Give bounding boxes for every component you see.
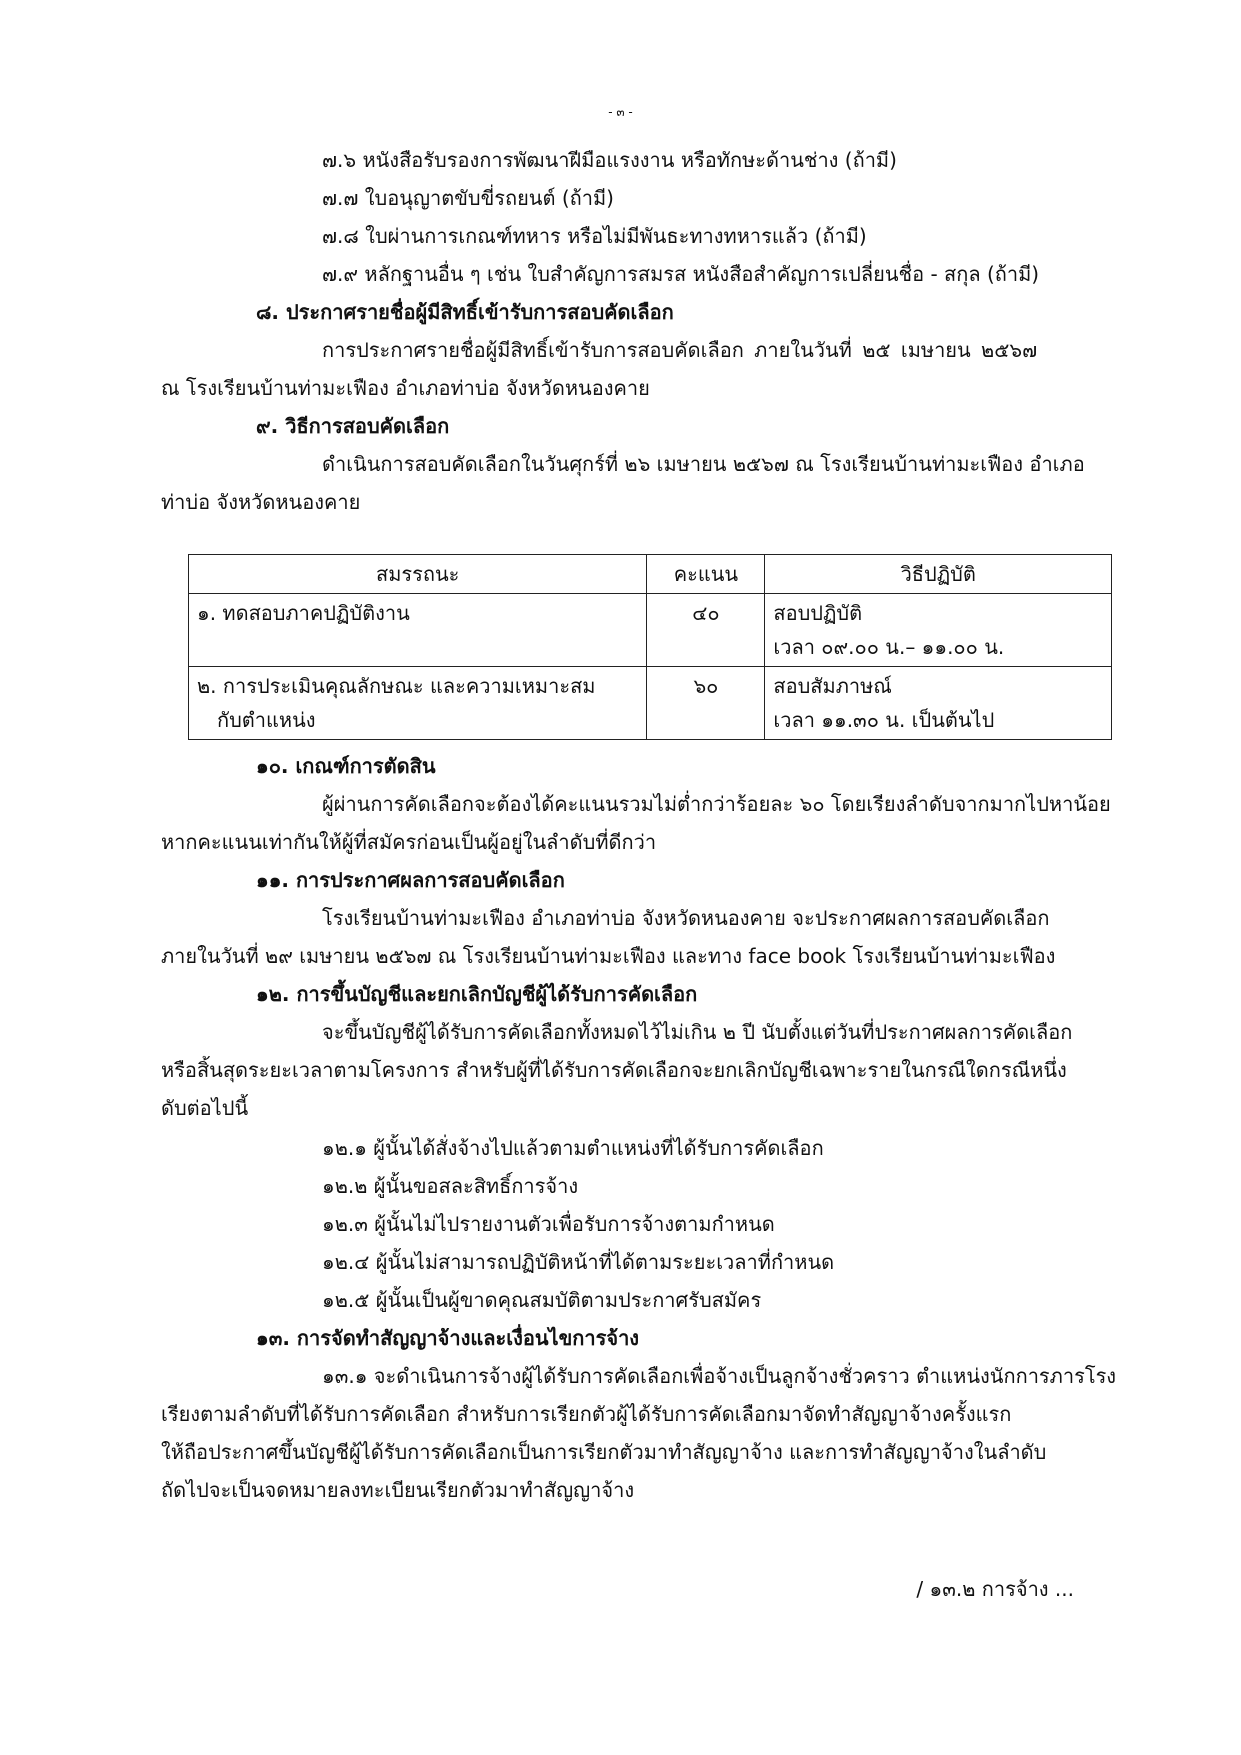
section-11-line-1: โรงเรียนบ้านท่ามะเฟือง อำเภอท่าบ่อ จังหวัดหนองคาย จะประกาศผลการสอบคัดเลือก bbox=[322, 906, 1050, 930]
item-12-3: ๑๒.๓ ผู้นั้นไม่ไปรายงานตัวเพื่อรับการจ้างตามกำหนด bbox=[322, 1212, 775, 1236]
score-cell: ๖๐ bbox=[647, 667, 765, 740]
item-12-4: ๑๒.๔ ผู้นั้นไม่สามารถปฏิบัติหน้าที่ได้ตามระยะเวลาที่กำหนด bbox=[322, 1250, 835, 1274]
table-row bbox=[189, 594, 1112, 667]
section-9-line-1: ดำเนินการสอบคัดเลือกในวันศุกร์ที่ ๒๖ เมษายน ๒๕๖๗ ณ โรงเรียนบ้านท่ามะเฟือง อำเภอ bbox=[322, 452, 1085, 476]
competency-table bbox=[188, 554, 1112, 740]
section-10-line-1: ผู้ผ่านการคัดเลือกจะต้องได้คะแนนรวมไม่ต่ำกว่าร้อยละ ๖๐ โดยเรียงลำดับจากมากไปหาน้อย bbox=[322, 792, 1111, 816]
item-12-1: ๑๒.๑ ผู้นั้นได้สั่งจ้างไปแล้วตามตำแหน่งที่ได้รับการคัดเลือก bbox=[322, 1136, 824, 1160]
item-12-5: ๑๒.๕ ผู้นั้นเป็นผู้ขาดคุณสมบัติตามประกาศรับสมัคร bbox=[322, 1288, 762, 1312]
section-10-heading: ๑๐. เกณฑ์การตัดสิน bbox=[256, 754, 436, 778]
competency-cell bbox=[189, 667, 647, 740]
item-7-7: ๗.๗ ใบอนุญาตขับขี่รถยนต์ (ถ้ามี) bbox=[322, 186, 614, 210]
section-9-line-2: ท่าบ่อ จังหวัดหนองคาย bbox=[161, 490, 361, 514]
section-10-line-2: หากคะแนนเท่ากันให้ผู้ที่สมัครก่อนเป็นผู้อยู่ในลำดับที่ดีกว่า bbox=[161, 830, 657, 854]
footer-continuation: / ๑๓.๒ การจ้าง ... bbox=[916, 1577, 1074, 1601]
item-7-6: ๗.๖ หนังสือรับรองการพัฒนาฝีมือแรงงาน หรือทักษะด้านช่าง (ถ้ามี) bbox=[322, 148, 897, 172]
score-cell: ๔๐ bbox=[647, 594, 765, 667]
method-text: สอบปฏิบัติ bbox=[773, 601, 863, 625]
section-9-heading: ๙. วิธีการสอบคัดเลือก bbox=[256, 414, 450, 438]
competency-text: ๒. การประเมินคุณลักษณะ และความเหมาะสม bbox=[197, 674, 596, 698]
section-13-line-1: ๑๓.๑ จะดำเนินการจ้างผู้ได้รับการคัดเลือกเพื่อจ้างเป็นลูกจ้างชั่วคราว ตำแหน่งนักการภารโรง bbox=[322, 1364, 1117, 1388]
competency-cell bbox=[189, 594, 647, 667]
section-11-heading: ๑๑. การประกาศผลการสอบคัดเลือก bbox=[256, 868, 565, 892]
header-method: วิธีปฏิบัติ bbox=[765, 555, 1112, 594]
method-cell bbox=[765, 594, 1112, 667]
section-8-line-2: ณ โรงเรียนบ้านท่ามะเฟือง อำเภอท่าบ่อ จังหวัดหนองคาย bbox=[161, 376, 650, 400]
section-13-line-4: ถัดไปจะเป็นจดหมายลงทะเบียนเรียกตัวมาทำสัญญาจ้าง bbox=[161, 1478, 635, 1502]
item-7-9: ๗.๙ หลักฐานอื่น ๆ เช่น ใบสำคัญการสมรส หนังสือสำคัญการเปลี่ยนชื่อ - สกุล (ถ้ามี) bbox=[322, 262, 1040, 286]
section-11-line-2: ภายในวันที่ ๒๙ เมษายน ๒๕๖๗ ณ โรงเรียนบ้านท่ามะเฟือง และทาง face book โรงเรียนบ้านท่ามะเฟือง bbox=[161, 944, 1056, 968]
section-8-heading: ๘. ประกาศรายชื่อผู้มีสิทธิ์เข้ารับการสอบคัดเลือก bbox=[256, 300, 674, 324]
section-8-line-1: การประกาศรายชื่อผู้มีสิทธิ์เข้ารับการสอบคัดเลือก ภายในวันที่ ๒๕ เมษายน ๒๕๖๗ bbox=[322, 338, 1038, 362]
section-13-line-2: เรียงตามลำดับที่ได้รับการคัดเลือก สำหรับการเรียกตัวผู้ได้รับการคัดเลือกมาจัดทำสัญญาจ้างครั้งแรก bbox=[161, 1402, 1012, 1426]
table-row bbox=[189, 667, 1112, 740]
section-12-line-1: จะขึ้นบัญชีผู้ได้รับการคัดเลือกทั้งหมดไว้ไม่เกิน ๒ ปี นับตั้งแต่วันที่ประกาศผลการคัดเลือก bbox=[322, 1020, 1073, 1044]
page-number: - ๓ - bbox=[608, 105, 633, 119]
header-competency: สมรรถนะ bbox=[189, 555, 647, 594]
header-score: คะแนน bbox=[647, 555, 765, 594]
item-7-8: ๗.๘ ใบผ่านการเกณฑ์ทหาร หรือไม่มีพันธะทางทหารแล้ว (ถ้ามี) bbox=[322, 224, 867, 248]
table-header-row bbox=[189, 555, 1112, 594]
method-time: เวลา ๐๙.๐๐ น.– ๑๑.๐๐ น. bbox=[773, 635, 1005, 659]
competency-text: ๑. ทดสอบภาคปฏิบัติงาน bbox=[197, 601, 410, 625]
item-12-2: ๑๒.๒ ผู้นั้นขอสละสิทธิ์การจ้าง bbox=[322, 1174, 579, 1198]
method-time: เวลา ๑๑.๓๐ น. เป็นต้นไป bbox=[773, 708, 995, 732]
section-12-line-3: ดับต่อไปนี้ bbox=[161, 1096, 249, 1120]
method-text: สอบสัมภาษณ์ bbox=[773, 674, 892, 698]
section-13-heading: ๑๓. การจัดทำสัญญาจ้างและเงื่อนไขการจ้าง bbox=[256, 1326, 640, 1350]
section-13-line-3: ให้ถือประกาศขึ้นบัญชีผู้ได้รับการคัดเลือกเป็นการเรียกตัวมาทำสัญญาจ้าง และการทำสัญญาจ้างในลำดับ bbox=[161, 1440, 1047, 1464]
method-cell bbox=[765, 667, 1112, 740]
section-12-line-2: หรือสิ้นสุดระยะเวลาตามโครงการ สำหรับผู้ที่ได้รับการคัดเลือกจะยกเลิกบัญชีเฉพาะรายในกรณีใดกรณีหนึ่ง bbox=[161, 1058, 1067, 1082]
section-12-heading: ๑๒. การขึ้นบัญชีและยกเลิกบัญชีผู้ได้รับการคัดเลือก bbox=[256, 982, 698, 1006]
competency-text-cont: กับตำแหน่ง bbox=[217, 708, 316, 732]
